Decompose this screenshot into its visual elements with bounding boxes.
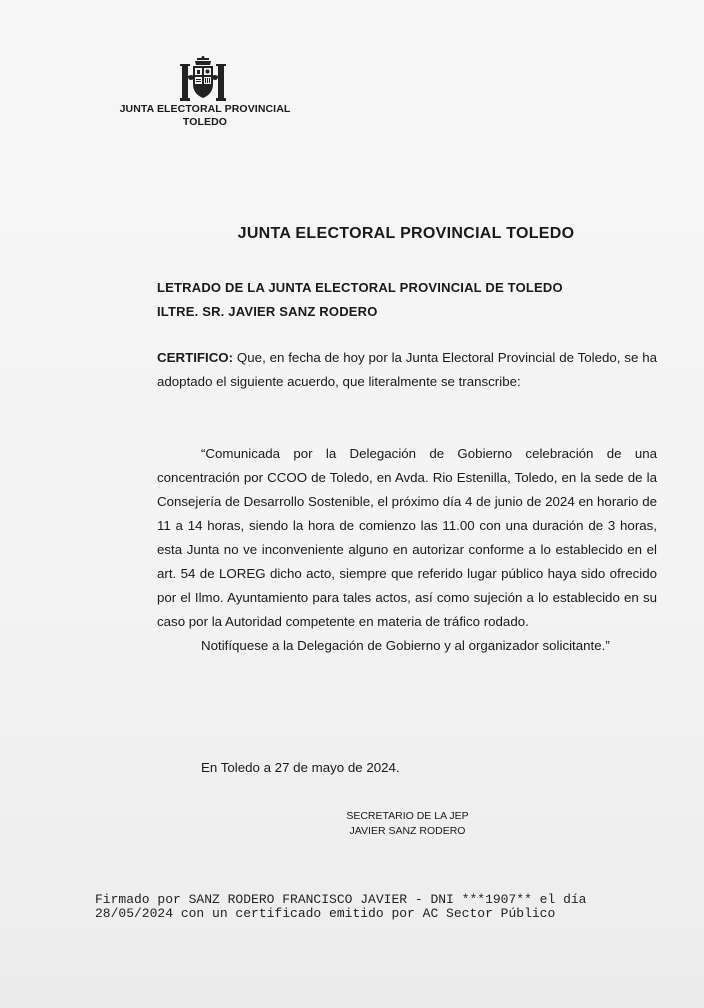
header-org-line1: JUNTA ELECTORAL PROVINCIAL	[119, 103, 291, 115]
certifico-text: Que, en fecha de hoy por la Junta Electoral Provincial de Toledo, se ha adoptado el siguiente acuerdo, que literalmente se transcribe:	[157, 350, 657, 389]
acuerdo-quote	[157, 442, 657, 658]
header-organization	[100, 103, 310, 129]
digital-signature-line1: Firmado por SANZ RODERO FRANCISCO JAVIER - DNI ***1907** el día	[95, 892, 587, 907]
digital-signature-line2: 28/05/2024 con un certificado emitido por AC Sector Público	[95, 906, 556, 921]
certifico-paragraph	[157, 346, 657, 394]
letrado-line1: LETRADO DE LA JUNTA ELECTORAL PROVINCIAL DE TOLEDO	[157, 280, 563, 295]
signature-block	[320, 809, 495, 839]
certifico-label: CERTIFICO:	[157, 350, 234, 365]
header-org-line2: TOLEDO	[182, 116, 228, 128]
acuerdo-paragraph-2: Notifíquese a la Delegación de Gobierno y al organizador solicitante.”	[201, 638, 610, 653]
coat-of-arms-icon	[178, 56, 228, 104]
document-title: JUNTA ELECTORAL PROVINCIAL TOLEDO	[237, 225, 575, 242]
letrado-line2: ILTRE. SR. JAVIER SANZ RODERO	[157, 304, 378, 319]
letrado-block	[157, 276, 657, 324]
signature-role: SECRETARIO DE LA JEP	[346, 810, 469, 822]
digital-signature	[95, 893, 695, 921]
signature-name: JAVIER SANZ RODERO	[349, 825, 466, 837]
acuerdo-paragraph-1: “Comunicada por la Delegación de Gobierno celebración de una concentración por CCOO de Toledo, en Avda. Rio Estenilla, Toledo, en la sede de la Consejería de Desarrollo Sostenible, el próximo día 4 de junio de 2024 en horario de 11 a 14 horas, siendo la hora de comienzo las 11.00 con una duración de 3 horas, esta Junta no ve inconveniente alguno en autorizar conforme a lo establecido en el art. 54 de LOREG dicho acto, siempre que referido lugar público haya sido ofrecido por el Ilmo. Ayuntamiento para tales actos, así como sujeción a lo establecido en su caso por la Autoridad competente en materia de tráfico rodado.	[157, 446, 657, 629]
date-line: En Toledo a 27 de mayo de 2024.	[201, 760, 400, 775]
